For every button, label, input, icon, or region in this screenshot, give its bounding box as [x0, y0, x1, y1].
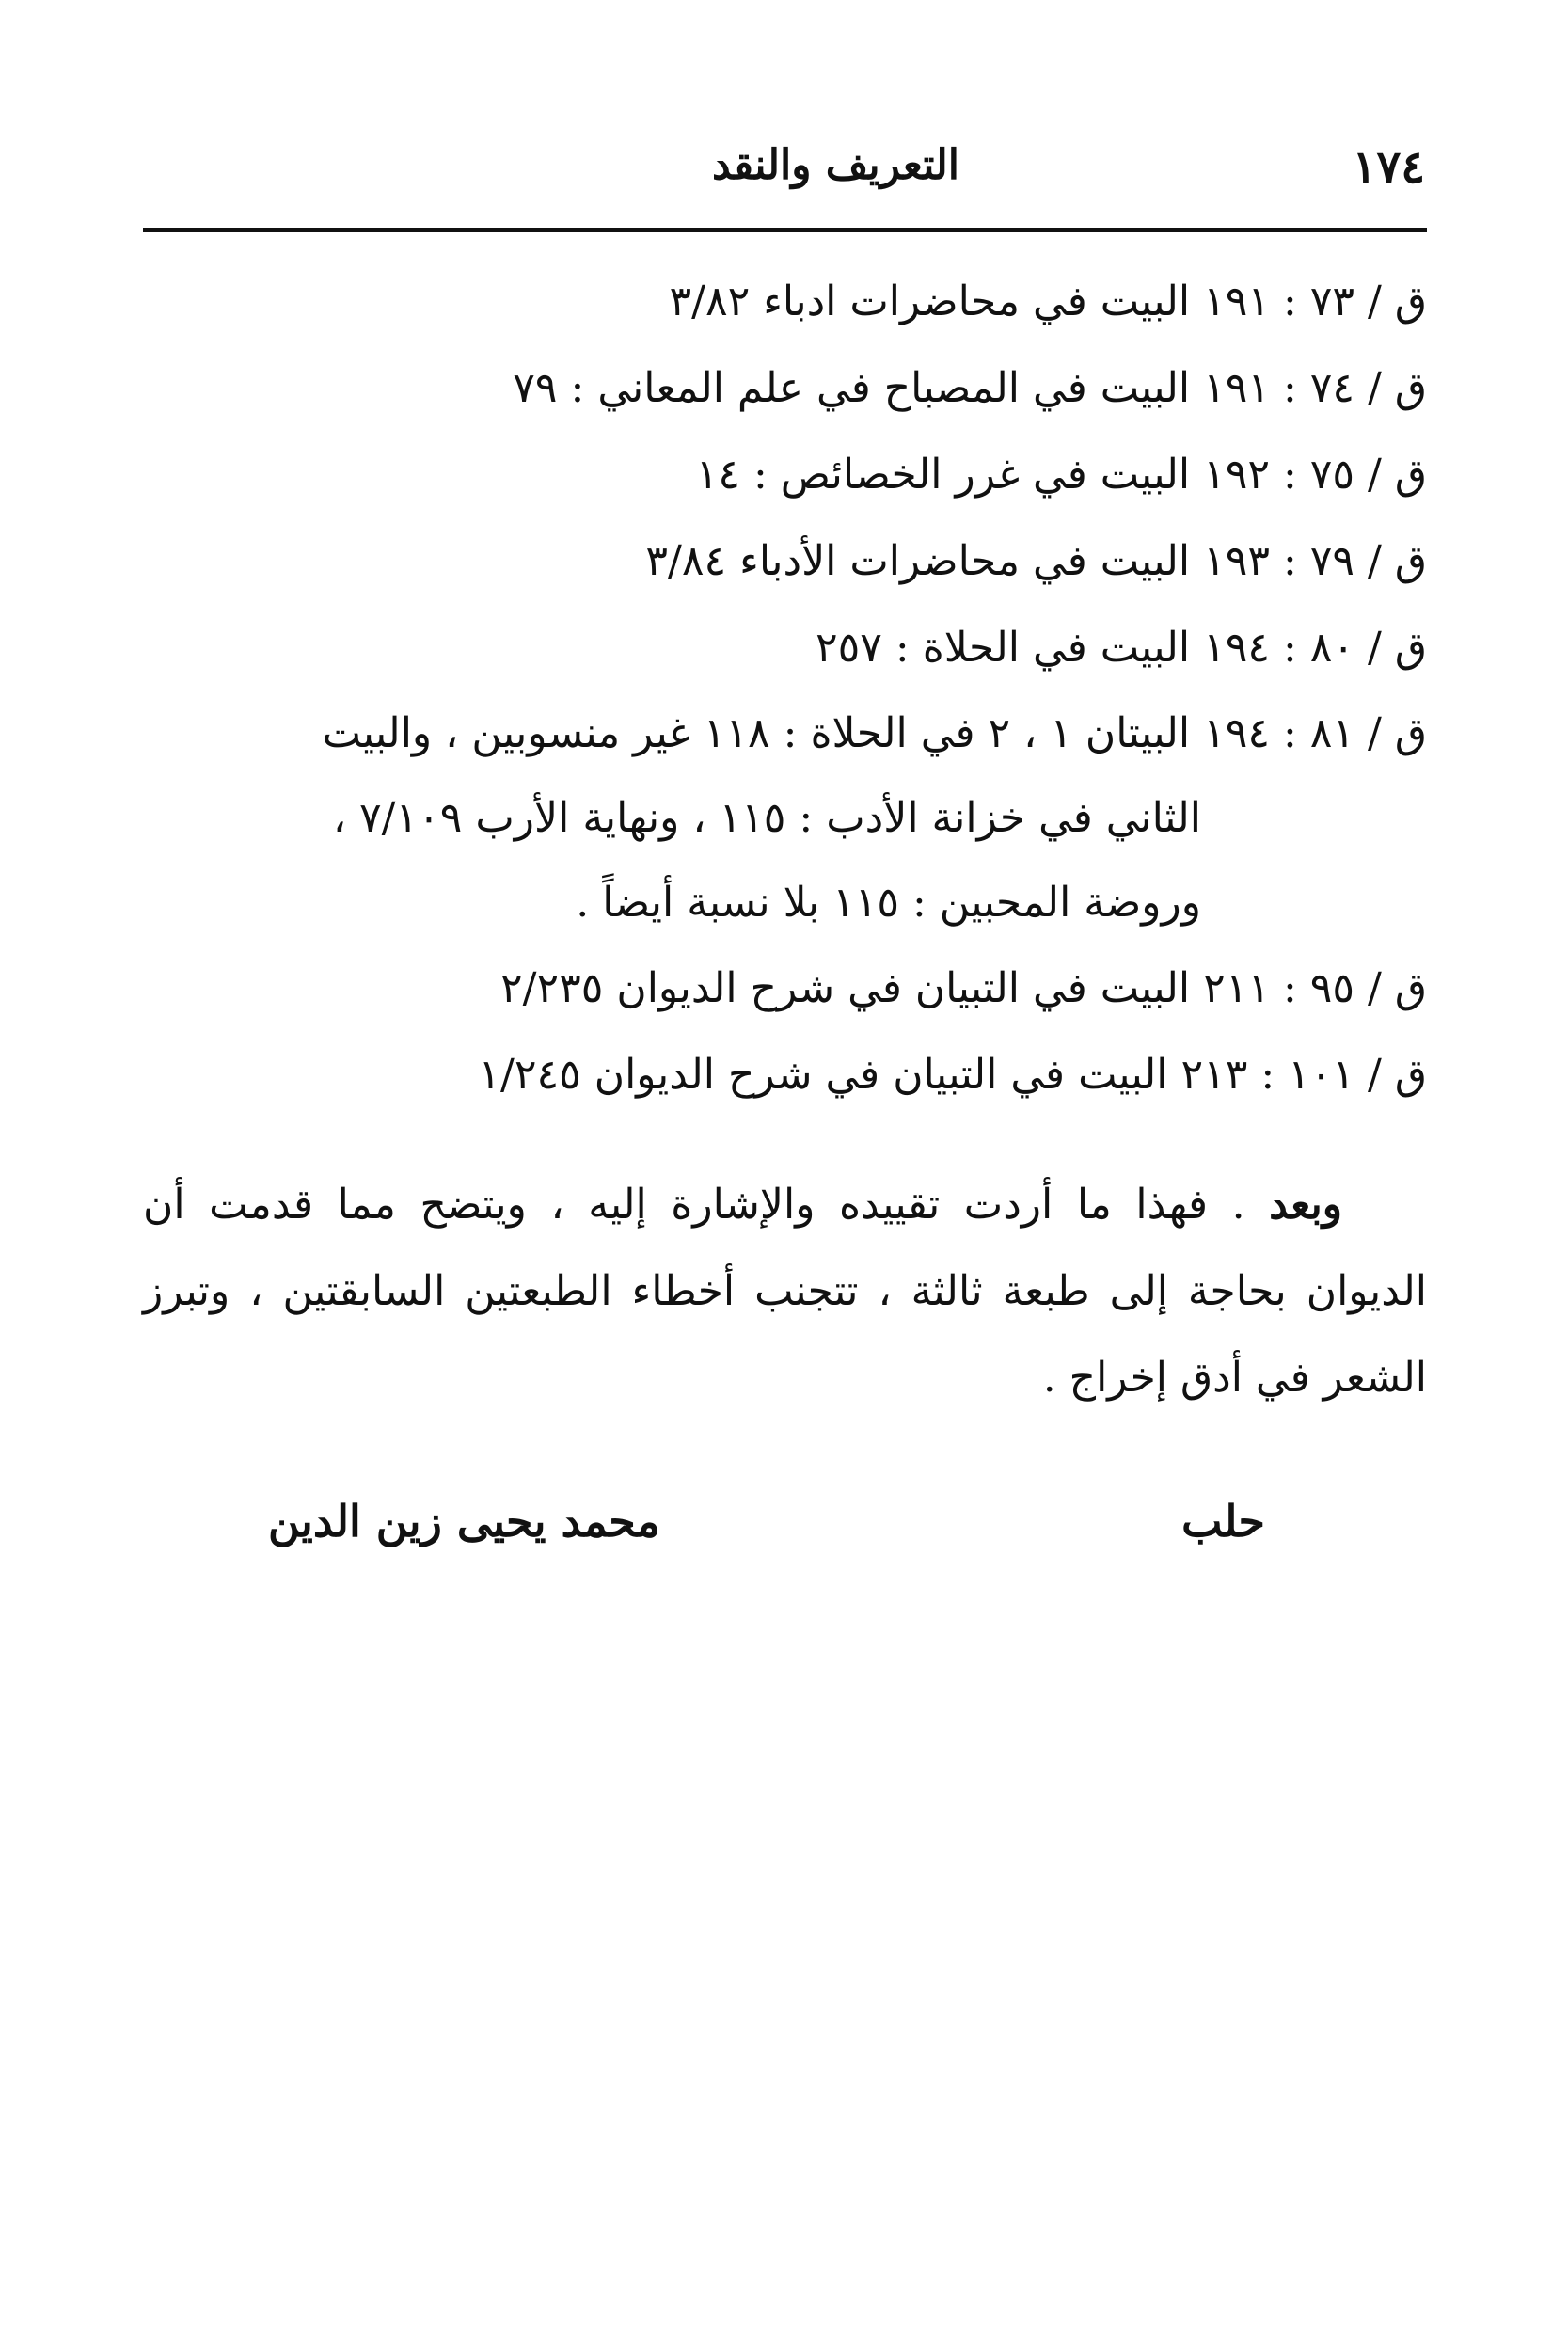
reference-entry: ق / ٧٩ : ١٩٣ البيت في محاضرات الأدباء ٣/٨٤ — [645, 537, 1427, 585]
closing-text: . فهذا ما أردت تقييده والإشارة إليه ، ويتضح مما قدمت أن الديوان بحاجة إلى طبعة ثالثة ، تتجنب أخطاء الطبعتين السابقتين ، وتبرز الشعر في أدق إخراج . — [143, 1181, 1427, 1402]
closing-paragraph — [143, 1162, 1427, 1421]
page-header — [141, 141, 1425, 207]
entry-81-line-1: ق / ٨١ : ١٩٤ البيتان ١ ، ٢ في الحلاة : ١١٨ غير منسوبين ، والبيت — [322, 709, 1427, 757]
signature-name: محمد يحيى زين الدين — [268, 1496, 660, 1547]
signature-place: حلب — [1181, 1496, 1265, 1547]
header-rule — [143, 228, 1427, 232]
signature-block — [141, 1496, 1425, 1571]
reference-entry: ق / ١٠١ : ٢١٣ البيت في التبيان في شرح الديوان ١/٢٤٥ — [478, 1051, 1427, 1099]
page-number: ١٧٤ — [1352, 141, 1425, 194]
reference-entry: ق / ٨٠ : ١٩٤ البيت في الحلاة : ٢٥٧ — [815, 624, 1427, 672]
entry-81-line-3: وروضة المحبين : ١١٥ بلا نسبة أيضاً . — [576, 879, 1201, 927]
closing-lead-word: وبعد — [1269, 1181, 1342, 1229]
reference-entry-multiline — [143, 691, 1427, 945]
running-title: التعريف والنقد — [711, 141, 959, 189]
entry-81-line-2: الثاني في خزانة الأدب : ١١٥ ، ونهاية الأرب ٧/١٠٩ ، — [332, 794, 1201, 842]
reference-list — [143, 259, 1427, 1119]
reference-entry: ق / ٩٥ : ٢١١ البيت في التبيان في شرح الديوان ٢/٢٣٥ — [500, 964, 1427, 1012]
reference-entry: ق / ٧٥ : ١٩٢ البيت في غرر الخصائص : ١٤ — [695, 451, 1427, 499]
reference-entry: ق / ٧٤ : ١٩١ البيت في المصباح في علم المعاني : ٧٩ — [513, 364, 1427, 412]
reference-entry: ق / ٧٣ : ١٩١ البيت في محاضرات ادباء ٣/٨٢ — [669, 278, 1427, 325]
